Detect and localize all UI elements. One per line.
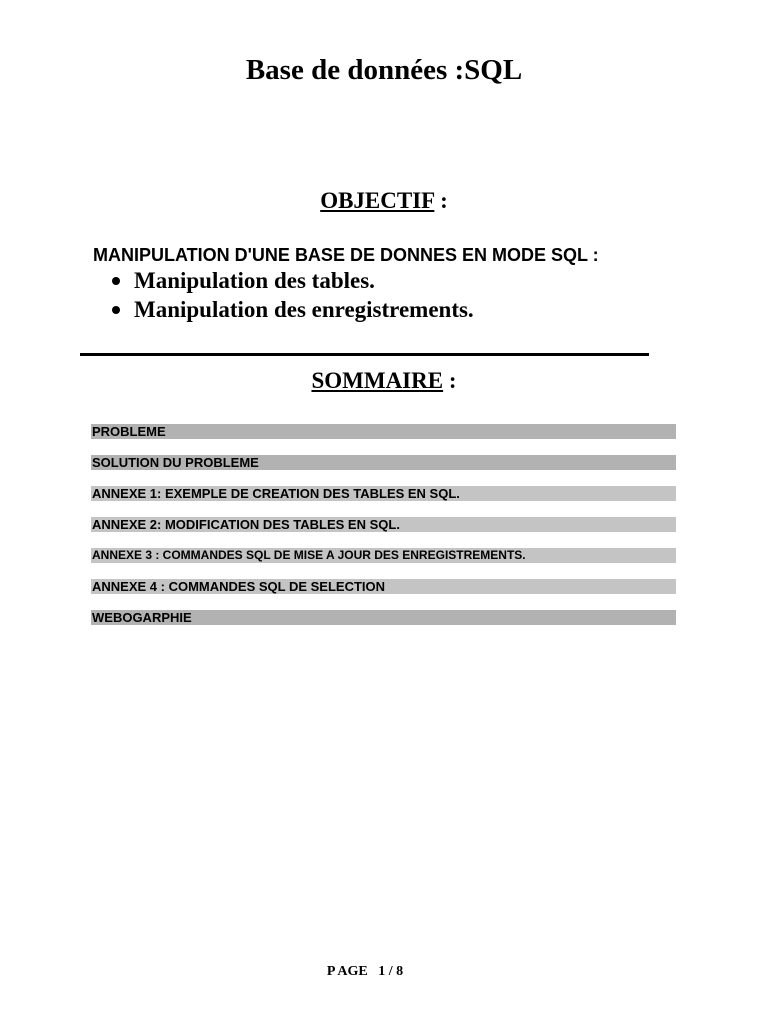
toc-item-annexe-1[interactable]: ANNEXE 1: EXEMPLE DE CREATION DES TABLES EN SQL. xyxy=(91,486,676,501)
toc-item-probleme[interactable]: PROBLEME xyxy=(91,424,676,439)
bullet-text: Manipulation des tables. xyxy=(134,268,375,293)
bullet-item xyxy=(112,295,474,324)
toc-item-solution[interactable]: SOLUTION DU PROBLEME xyxy=(91,455,676,470)
sommaire-label: SOMMAIRE xyxy=(311,368,444,393)
objectif-suffix: : xyxy=(434,188,448,213)
page-number: P AGE 1 / 8 xyxy=(326,964,404,979)
table-of-contents xyxy=(91,424,676,641)
bullet-icon xyxy=(112,277,120,285)
toc-item-annexe-3[interactable]: ANNEXE 3 : COMMANDES SQL DE MISE A JOUR DES ENREGISTREMENTS. xyxy=(91,548,676,563)
manipulation-heading: MANIPULATION D'UNE BASE DE DONNES EN MODE SQL : xyxy=(93,245,599,265)
toc-item-webographie[interactable]: WEBOGARPHIE xyxy=(91,610,676,625)
bullet-text: Manipulation des enregistrements. xyxy=(134,297,474,322)
bullet-icon xyxy=(112,306,120,314)
sommaire-heading xyxy=(0,368,768,394)
document-title: Base de données :SQL xyxy=(245,54,523,86)
toc-item-annexe-4[interactable]: ANNEXE 4 : COMMANDES SQL DE SELECTION xyxy=(91,579,676,594)
bullet-item xyxy=(112,266,474,295)
objectif-heading xyxy=(0,188,768,214)
objective-bullet-list xyxy=(112,266,474,324)
objectif-label: OBJECTIF xyxy=(320,188,435,213)
toc-item-annexe-2[interactable]: ANNEXE 2: MODIFICATION DES TABLES EN SQL. xyxy=(91,517,676,532)
horizontal-divider xyxy=(80,353,649,356)
sommaire-suffix: : xyxy=(443,368,457,393)
